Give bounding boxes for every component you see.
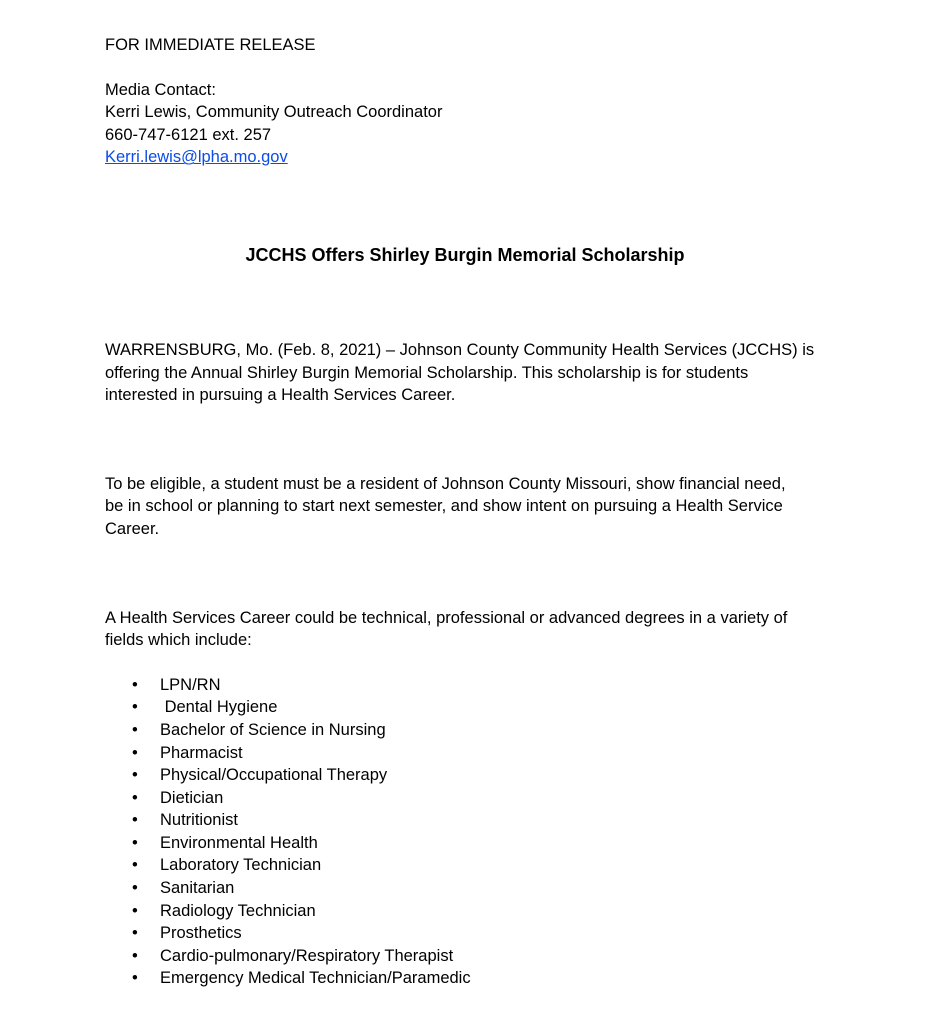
paragraph-line: be in school or planning to start next semester, and show intent on pursuing a Health Service [105, 497, 783, 516]
bullet-icon: • [132, 698, 138, 717]
list-item-label: Physical/Occupational Therapy [160, 766, 388, 785]
list-item-label: LPN/RN [160, 675, 221, 694]
list-item [105, 764, 895, 787]
paragraph-line: A Health Services Career could be technical, professional or advanced degrees in a variety of [105, 608, 788, 627]
paragraph-line: fields which include: [105, 631, 252, 650]
list-item [105, 877, 895, 900]
bullet-icon: • [132, 879, 138, 898]
media-contact-block [105, 79, 895, 169]
list-item-label: Dietician [160, 788, 224, 807]
bullet-icon: • [132, 856, 138, 875]
list-item-label: Sanitarian [160, 879, 235, 898]
list-item-label: Dental Hygiene [160, 698, 278, 717]
bullet-icon: • [132, 833, 138, 852]
list-item [105, 945, 895, 968]
list-item [105, 832, 895, 855]
list-item [105, 742, 895, 765]
list-item-label: Laboratory Technician [160, 856, 322, 875]
bullet-icon: • [132, 811, 138, 830]
list-item [105, 967, 895, 990]
list-item [105, 809, 895, 832]
list-item [105, 674, 895, 697]
press-release-title: JCCHS Offers Shirley Burgin Memorial Scholarship [245, 244, 685, 265]
intro-paragraph [105, 339, 895, 407]
list-item [105, 922, 895, 945]
list-item [105, 854, 895, 877]
press-release-page [105, 34, 895, 990]
bullet-icon: • [132, 720, 138, 739]
list-item-label: Cardio-pulmonary/Respiratory Therapist [160, 946, 454, 965]
bullet-icon: • [132, 675, 138, 694]
list-item-label: Radiology Technician [160, 901, 316, 920]
bullet-icon: • [132, 924, 138, 943]
bullet-icon: • [132, 946, 138, 965]
list-item-label: Nutritionist [160, 811, 238, 830]
list-item [105, 900, 895, 923]
list-item-label: Bachelor of Science in Nursing [160, 720, 386, 739]
bullet-icon: • [132, 969, 138, 988]
list-item-label: Environmental Health [160, 833, 318, 852]
bullet-icon: • [132, 743, 138, 762]
list-item [105, 787, 895, 810]
paragraph-line: WARRENSBURG, Mo. (Feb. 8, 2021) – Johnson County Community Health Services (JCCHS) is [105, 340, 815, 359]
bullet-icon: • [132, 766, 138, 785]
list-item-label: Emergency Medical Technician/Paramedic [160, 969, 471, 988]
paragraph-line: Career. [105, 519, 160, 538]
paragraph-line: interested in pursuing a Health Services Career. [105, 386, 456, 405]
release-notice: FOR IMMEDIATE RELEASE [105, 36, 316, 54]
bullet-icon: • [132, 788, 138, 807]
contact-phone: 660-747-6121 ext. 257 [105, 125, 272, 144]
list-item [105, 719, 895, 742]
health-career-fields-list [105, 674, 895, 990]
eligibility-paragraph [105, 473, 895, 541]
list-item-label: Prosthetics [160, 924, 242, 943]
paragraph-line: offering the Annual Shirley Burgin Memorial Scholarship. This scholarship is for students [105, 363, 749, 382]
bullet-icon: • [132, 901, 138, 920]
paragraph-line: To be eligible, a student must be a resident of Johnson County Missouri, show financial need, [105, 474, 786, 493]
careers-paragraph [105, 607, 895, 652]
media-contact-label: Media Contact: [105, 80, 216, 99]
list-item [105, 696, 895, 719]
contact-email-link[interactable]: Kerri.lewis@lpha.mo.gov [105, 148, 288, 167]
contact-name: Kerri Lewis, Community Outreach Coordinator [105, 103, 443, 122]
list-item-label: Pharmacist [160, 743, 243, 762]
